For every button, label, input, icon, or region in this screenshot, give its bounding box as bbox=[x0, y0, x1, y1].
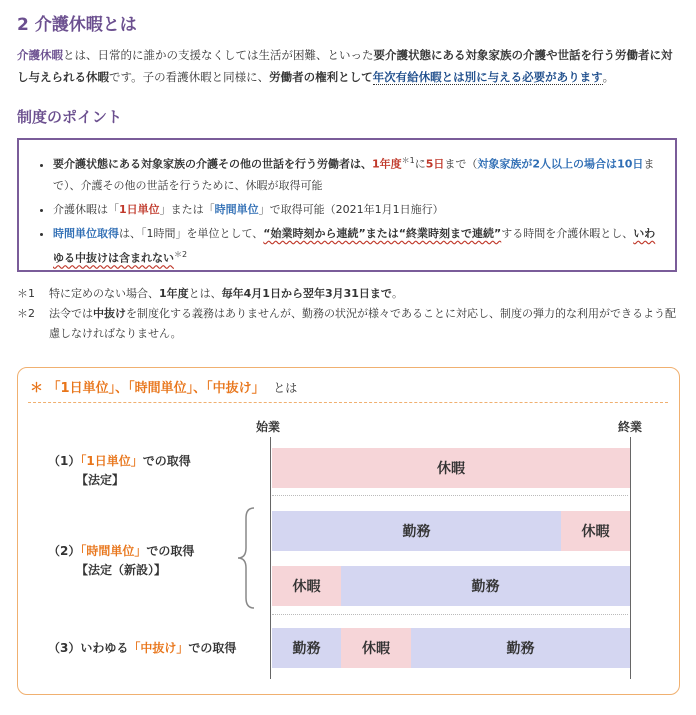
note-1-year: 1年度 bbox=[159, 287, 189, 300]
points-title: 制度のポイント bbox=[17, 108, 123, 126]
points-box bbox=[17, 138, 677, 272]
row-1-suffix: での取得 bbox=[142, 454, 191, 468]
title-day-unit: 「1日単位」 bbox=[47, 381, 116, 396]
row-1-unit: 「1日単位」 bbox=[80, 454, 143, 468]
title-mark: ＊ bbox=[30, 381, 44, 396]
row-2a-leave-bar: 休暇 bbox=[561, 511, 630, 551]
note-1 bbox=[17, 284, 681, 304]
intro-requirement: 年次有給休暇とは別に与える必要があります bbox=[372, 70, 603, 84]
row-2a-work-bar: 勤務 bbox=[272, 511, 561, 551]
note-1-text-2: とは、 bbox=[188, 287, 222, 300]
row-3-pre: いわゆる bbox=[80, 641, 129, 655]
point-item bbox=[53, 223, 661, 269]
row-2-unit: 「時間単位」 bbox=[80, 544, 147, 558]
row-1-sub: 【法定】 bbox=[76, 473, 125, 487]
point-1-days: 5日 bbox=[425, 157, 445, 171]
point-1-condition: 対象家族が2人以上の場合は bbox=[477, 157, 618, 171]
section-title: 2 介護休暇とは bbox=[17, 15, 137, 35]
title-sep-1: 、 bbox=[115, 381, 129, 396]
title-nakanuke: 「中抜け」 bbox=[206, 381, 265, 396]
note-1-end: 。 bbox=[391, 287, 403, 300]
note-1-text: 特に定めのない場合、 bbox=[49, 287, 159, 300]
intro-end: 。 bbox=[602, 70, 615, 84]
row-3-work-bar-1: 勤務 bbox=[272, 628, 341, 668]
note-2-text-2: を制度化する義務はありませんが、勤務の状況が様々であることに対応し、制度の弾力的な利用ができるよう配慮しなければなりません。 bbox=[49, 307, 676, 340]
intro-definition: 要介護状態にある対象家族の介護や世話を行う労働者に対し与えられる休暇 bbox=[17, 48, 673, 84]
row-1-label bbox=[48, 452, 191, 490]
notes bbox=[17, 284, 681, 344]
point-1-year: 1年度 bbox=[372, 157, 402, 171]
point-2-text-3: 」で取得可能（2021年1月1日施行） bbox=[258, 202, 444, 216]
row-2b-work-bar: 勤務 bbox=[341, 566, 630, 606]
schedule-diagram-title bbox=[30, 377, 297, 396]
intro-right: 労働者の権利として bbox=[269, 70, 373, 84]
title-hour-unit: 「時間単位」 bbox=[128, 381, 194, 396]
note-1-mark: ＊1 bbox=[17, 287, 35, 300]
title-divider bbox=[28, 402, 668, 403]
row-2-suffix: での取得 bbox=[146, 544, 195, 558]
note-2-mark: ＊2 bbox=[17, 307, 35, 320]
point-item bbox=[53, 150, 661, 196]
intro-term: 介護休暇 bbox=[17, 48, 63, 62]
row-3-work-bar-2: 勤務 bbox=[411, 628, 630, 668]
point-1-text: 要介護状態にある対象家族の介護その他の世話を行う労働者は、 bbox=[53, 157, 372, 171]
end-label: 終業 bbox=[618, 420, 643, 434]
note-2 bbox=[17, 304, 681, 344]
row-2-num: （2） bbox=[48, 544, 81, 558]
point-1-days-2: 10日 bbox=[617, 157, 644, 171]
title-suffix: とは bbox=[273, 381, 298, 395]
row-separator bbox=[272, 614, 628, 615]
note-2-nakanuke: 中抜け bbox=[93, 307, 126, 320]
point-1-text-3: まで（ bbox=[444, 157, 478, 171]
point-3-continuous: “始業時刻から連続”または“終業時刻まで連続” bbox=[263, 226, 502, 240]
point-3-text-2: する時間を介護休暇とし、 bbox=[501, 226, 634, 240]
row-3-unit: 「中抜け」 bbox=[128, 641, 189, 655]
point-1-text-2: に bbox=[414, 157, 426, 171]
point-2-text-2: 」または「 bbox=[159, 202, 215, 216]
note-1-period: 毎年4月1日から翌年3月31日まで bbox=[221, 287, 392, 300]
point-3-hourly: 時間単位取得 bbox=[53, 226, 119, 240]
point-2-day-unit: 1日単位 bbox=[119, 202, 160, 216]
row-3-leave-bar: 休暇 bbox=[341, 628, 411, 668]
row-2b-leave-bar: 休暇 bbox=[272, 566, 341, 606]
row-2-sub: 【法定（新設）】 bbox=[76, 563, 167, 577]
point-1-note-ref: ＊1 bbox=[401, 156, 415, 165]
row-3-label bbox=[48, 639, 236, 658]
row-3-suffix: での取得 bbox=[188, 641, 237, 655]
note-2-text: 法令では bbox=[49, 307, 93, 320]
intro-text-1: とは、日常的に誰かの支援なくしては生活が困難、といった bbox=[63, 48, 374, 62]
point-3-note-ref: ＊2 bbox=[174, 249, 188, 259]
row-3-num: （3） bbox=[48, 641, 81, 655]
row-1-leave-bar: 休暇 bbox=[272, 448, 630, 488]
title-sep-2: 、 bbox=[193, 381, 207, 396]
row-2-label bbox=[48, 542, 194, 580]
point-2-hour-unit: 時間単位 bbox=[214, 202, 259, 216]
point-1-text-4: まで）、介護その他の世話を行うために、休暇が取得可能 bbox=[53, 157, 655, 192]
point-item bbox=[53, 199, 661, 220]
intro-paragraph bbox=[17, 44, 681, 88]
end-line bbox=[630, 437, 631, 679]
intro-text-2: です。子の看護休暇と同様に、 bbox=[109, 70, 270, 84]
point-3-text: は、「1時間」を単位として、 bbox=[119, 226, 264, 240]
start-label: 始業 bbox=[256, 420, 281, 434]
row-separator bbox=[272, 495, 628, 496]
point-2-text: 介護休暇は「 bbox=[53, 202, 119, 216]
start-line bbox=[270, 437, 271, 679]
point-3-no-break: いわゆる中抜けは含まれない bbox=[53, 226, 656, 265]
row-1-num: （1） bbox=[48, 454, 81, 468]
brace-icon bbox=[234, 506, 258, 610]
